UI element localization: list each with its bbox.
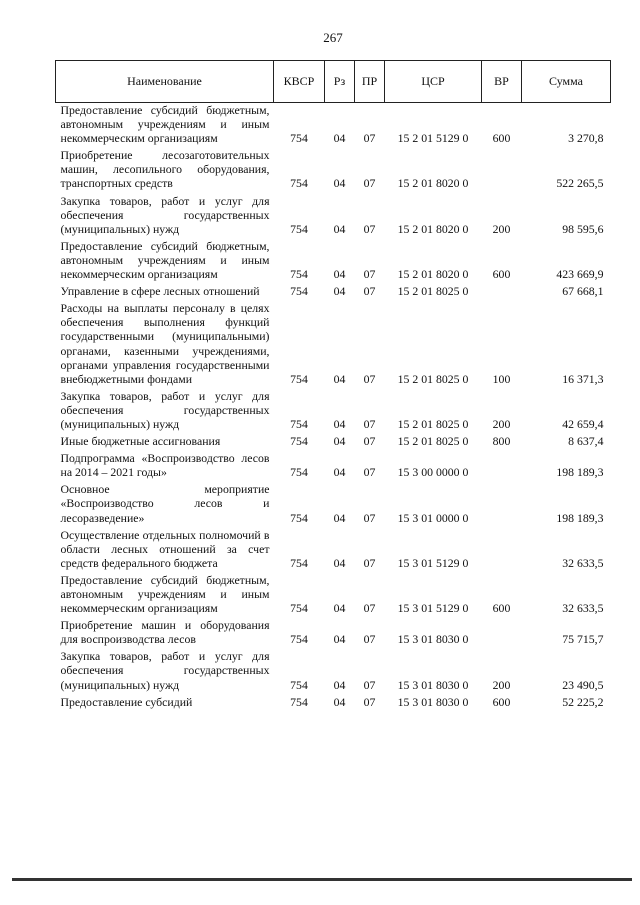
row-rz: 04	[333, 434, 346, 449]
row-sum: 32 633,5	[562, 601, 604, 616]
row-name: Основное мероприятие «Воспроизводство лесов и лесоразведение»	[60, 482, 270, 525]
row-name: Приобретение лесозаготовительных машин, лесопильного оборудования, транспортных средств	[60, 148, 270, 191]
row-kvsr: 754	[290, 434, 308, 449]
row-rz: 04	[333, 176, 346, 191]
row-rz: 04	[333, 284, 346, 299]
row-rz: 04	[333, 416, 346, 431]
row-kvsr: 754	[290, 694, 308, 709]
row-sum: 423 669,9	[556, 267, 604, 282]
row-rz: 04	[333, 677, 346, 692]
table-header-row	[56, 61, 611, 103]
row-vr: 100	[492, 371, 511, 386]
row-vr	[482, 528, 522, 573]
table-row	[56, 528, 611, 573]
row-rz: 04	[333, 465, 346, 480]
row-name: Предоставление субсидий	[60, 694, 193, 709]
row-pr: 07	[363, 284, 376, 299]
table-row	[56, 482, 611, 527]
row-pr: 07	[363, 176, 376, 191]
row-sum: 16 371,3	[562, 371, 604, 386]
header-rz: Рз	[325, 61, 355, 103]
row-name: Закупка товаров, работ и услуг для обеспечения государственных (муниципальных) нужд	[60, 649, 270, 692]
row-vr: 200	[492, 416, 511, 431]
row-pr: 07	[363, 267, 376, 282]
row-vr	[482, 451, 522, 482]
row-kvsr: 754	[290, 267, 308, 282]
row-pr: 07	[363, 131, 376, 146]
row-vr: 200	[492, 221, 511, 236]
row-name: Приобретение машин и оборудования для воспроизводства лесов	[60, 618, 270, 647]
row-rz: 04	[333, 601, 346, 616]
table-row	[56, 103, 611, 149]
row-rz: 04	[333, 632, 346, 647]
row-sum: 52 225,2	[562, 694, 604, 709]
row-vr: 600	[492, 131, 511, 146]
row-csr: 15 3 00 0000 0	[397, 465, 469, 480]
row-csr: 15 3 01 0000 0	[397, 510, 469, 525]
row-sum: 75 715,7	[562, 632, 604, 647]
table-row	[56, 573, 611, 618]
row-name: Предоставление субсидий бюджетным, автономным учреждениям и иным некоммерческим организациям	[60, 103, 270, 146]
row-pr: 07	[363, 677, 376, 692]
row-rz: 04	[333, 555, 346, 570]
row-kvsr: 754	[290, 284, 308, 299]
row-pr: 07	[363, 434, 376, 449]
table-row	[56, 649, 611, 694]
budget-table	[55, 60, 611, 712]
row-vr	[482, 618, 522, 649]
row-kvsr: 754	[290, 131, 308, 146]
row-pr: 07	[363, 416, 376, 431]
header-pr: ПР	[355, 61, 385, 103]
row-vr	[482, 148, 522, 193]
row-name: Закупка товаров, работ и услуг для обеспечения государственных (муниципальных) нужд	[60, 388, 270, 431]
row-pr: 07	[363, 221, 376, 236]
row-vr: 200	[492, 677, 511, 692]
scan-edge-line	[12, 878, 632, 881]
row-name: Предоставление субсидий бюджетным, автономным учреждениям и иным некоммерческим организациям	[60, 572, 270, 616]
row-csr: 15 3 01 8030 0	[397, 694, 469, 709]
row-sum: 8 637,4	[568, 434, 604, 449]
row-vr: 800	[492, 434, 511, 449]
row-sum: 522 265,5	[556, 176, 604, 191]
row-sum: 42 659,4	[562, 416, 604, 431]
row-csr: 15 2 01 5129 0	[397, 131, 469, 146]
row-csr: 15 3 01 5129 0	[397, 555, 469, 570]
row-kvsr: 754	[290, 176, 308, 191]
row-name: Расходы на выплаты персоналу в целях обеспечения выполнения функций государственными (муниципальными) органами, казенными учреждениями, органами управления государственными внебюджетными фондами	[60, 301, 270, 386]
row-kvsr: 754	[290, 221, 308, 236]
row-name: Осуществление отдельных полномочий в области лесных отношений за счет средств федерального бюджета	[60, 527, 270, 570]
row-kvsr: 754	[290, 632, 308, 647]
header-kvsr: КВСР	[274, 61, 325, 103]
table-row	[56, 695, 611, 712]
row-name: Закупка товаров, работ и услуг для обеспечения государственных (муниципальных) нужд	[60, 193, 270, 236]
row-csr: 15 2 01 8025 0	[397, 434, 469, 449]
table-row	[56, 239, 611, 284]
row-name: Управление в сфере лесных отношений	[60, 284, 260, 299]
row-csr: 15 2 01 8020 0	[397, 267, 469, 282]
table-row	[56, 148, 611, 193]
row-csr: 15 2 01 8020 0	[397, 176, 469, 191]
row-sum: 3 270,8	[568, 131, 604, 146]
row-pr: 07	[363, 465, 376, 480]
row-vr	[482, 284, 522, 301]
row-sum: 67 668,1	[562, 284, 604, 299]
row-csr: 15 2 01 8020 0	[397, 221, 469, 236]
row-kvsr: 754	[290, 465, 308, 480]
row-csr: 15 2 01 8025 0	[397, 416, 469, 431]
row-kvsr: 754	[290, 677, 308, 692]
row-kvsr: 754	[290, 555, 308, 570]
row-csr: 15 3 01 8030 0	[397, 632, 469, 647]
row-rz: 04	[333, 510, 346, 525]
row-sum: 198 189,3	[556, 465, 604, 480]
row-csr: 15 2 01 8025 0	[397, 371, 469, 386]
table-row	[56, 301, 611, 389]
table-row	[56, 618, 611, 649]
row-sum: 98 595,6	[562, 221, 604, 236]
row-pr: 07	[363, 694, 376, 709]
row-sum: 23 490,5	[562, 677, 604, 692]
header-sum: Сумма	[522, 61, 611, 103]
table-row	[56, 284, 611, 301]
row-csr: 15 3 01 5129 0	[397, 601, 469, 616]
row-sum: 198 189,3	[556, 510, 604, 525]
table-row	[56, 389, 611, 434]
row-rz: 04	[333, 267, 346, 282]
row-name: Предоставление субсидий бюджетным, автономным учреждениям и иным некоммерческим организациям	[60, 238, 270, 282]
row-csr: 15 2 01 8025 0	[397, 284, 469, 299]
row-csr: 15 3 01 8030 0	[397, 677, 469, 692]
row-rz: 04	[333, 221, 346, 236]
row-pr: 07	[363, 555, 376, 570]
table-row	[56, 194, 611, 239]
row-pr: 07	[363, 601, 376, 616]
row-vr: 600	[492, 601, 511, 616]
row-sum: 32 633,5	[562, 555, 604, 570]
row-name: Иные бюджетные ассигнования	[60, 434, 221, 449]
page-number: 267	[323, 30, 343, 45]
row-kvsr: 754	[290, 601, 308, 616]
row-pr: 07	[363, 371, 376, 386]
row-vr: 600	[492, 694, 511, 709]
table-row	[56, 434, 611, 451]
header-vr: ВР	[482, 61, 522, 103]
table-row	[56, 451, 611, 482]
row-rz: 04	[333, 131, 346, 146]
row-rz: 04	[333, 371, 346, 386]
row-kvsr: 754	[290, 416, 308, 431]
row-name: Подпрограмма «Воспроизводство лесов на 2014 – 2021 годы»	[60, 451, 270, 480]
header-csr: ЦСР	[385, 61, 482, 103]
row-rz: 04	[333, 694, 346, 709]
row-kvsr: 754	[290, 371, 308, 386]
header-name: Наименование	[56, 61, 274, 103]
row-kvsr: 754	[290, 510, 308, 525]
row-vr	[482, 482, 522, 527]
row-pr: 07	[363, 632, 376, 647]
row-vr: 600	[492, 267, 511, 282]
row-pr: 07	[363, 510, 376, 525]
